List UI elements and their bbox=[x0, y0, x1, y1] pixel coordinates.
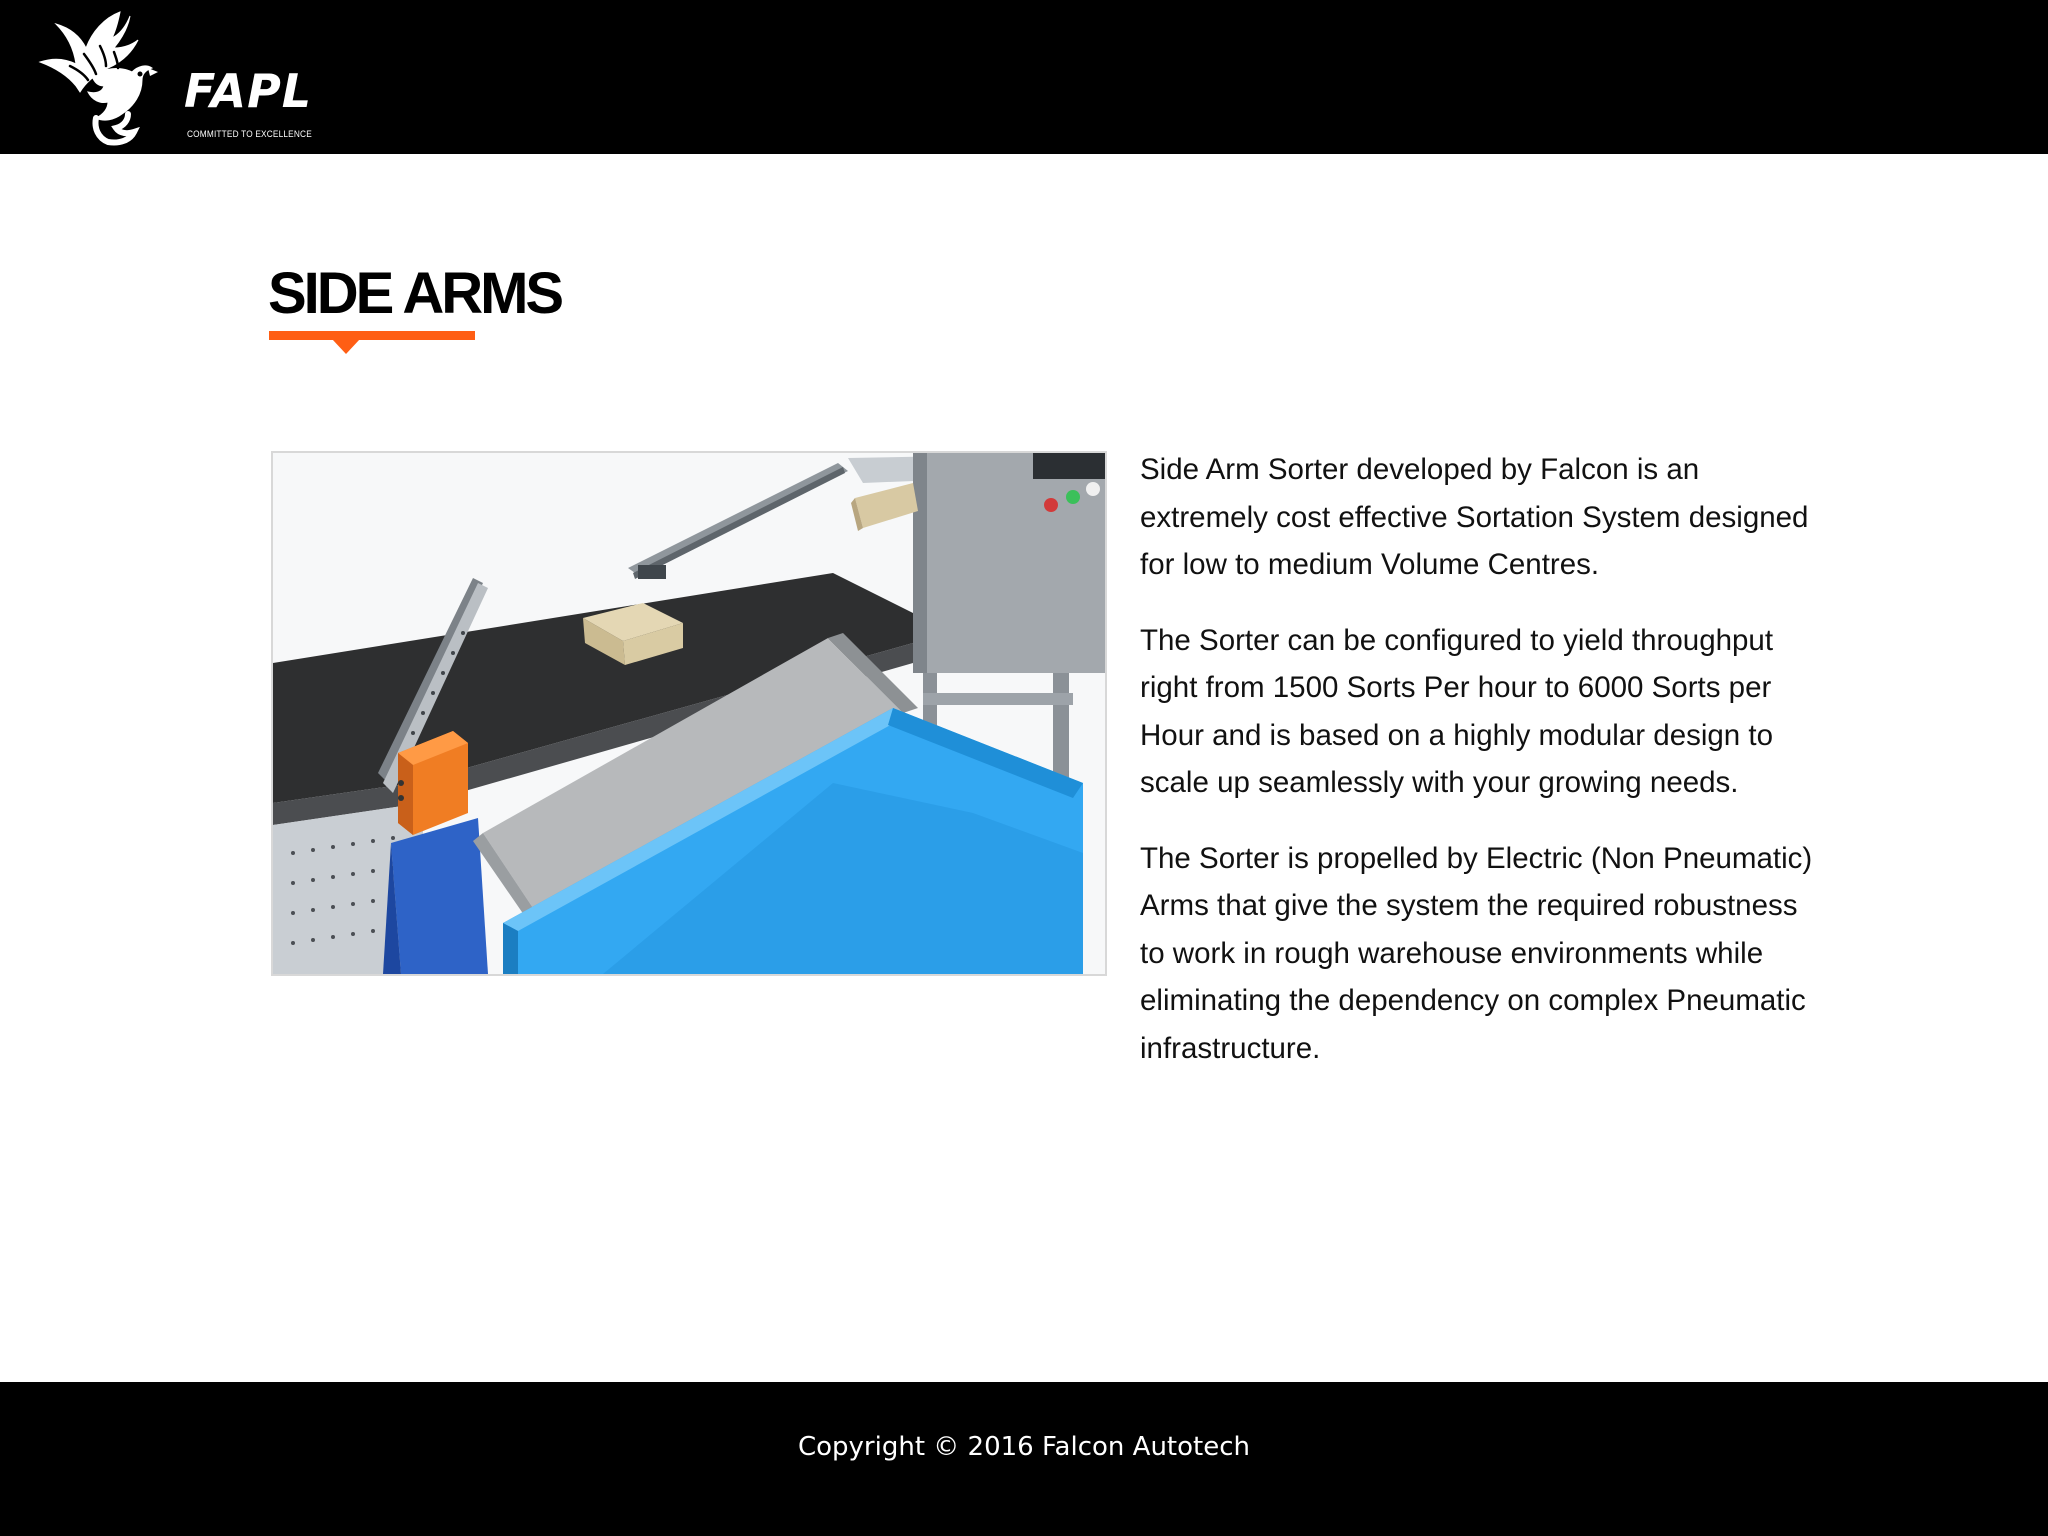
logo-tagline: COMMITTED TO EXCELLENCE bbox=[187, 129, 312, 139]
title-underline-notch bbox=[332, 339, 360, 354]
product-description bbox=[1140, 446, 1830, 1100]
side-arm-sorter-illustration bbox=[273, 453, 1105, 974]
title-underline bbox=[269, 331, 475, 340]
copyright-text: Copyright © 2016 Falcon Autotech bbox=[797, 1432, 1250, 1462]
description-paragraph: Side Arm Sorter developed by Falcon is an extremely cost effective Sortation System designed for low to medium Volume Centres. bbox=[1140, 453, 1809, 581]
site-footer bbox=[0, 1382, 2048, 1536]
description-paragraph: The Sorter is propelled by Electric (Non Pneumatic) Arms that give the system the required robustness to work in rough warehouse environments while eliminating the dependency on complex Pneumatic infrastructure. bbox=[1140, 841, 1813, 1065]
company-logo[interactable] bbox=[34, 6, 334, 146]
falcon-bird-icon bbox=[34, 6, 194, 146]
blue-support-column bbox=[383, 818, 488, 974]
page-title: SIDE ARMS bbox=[268, 261, 562, 326]
description-paragraph: The Sorter can be configured to yield throughput right from 1500 Sorts Per hour to 6000 Sorts per Hour and is based on a highly modular design to scale up seamlessly with your growing needs. bbox=[1140, 623, 1774, 799]
product-image bbox=[271, 451, 1107, 976]
logo-name: FAPL bbox=[184, 64, 313, 118]
site-header bbox=[0, 0, 2048, 154]
